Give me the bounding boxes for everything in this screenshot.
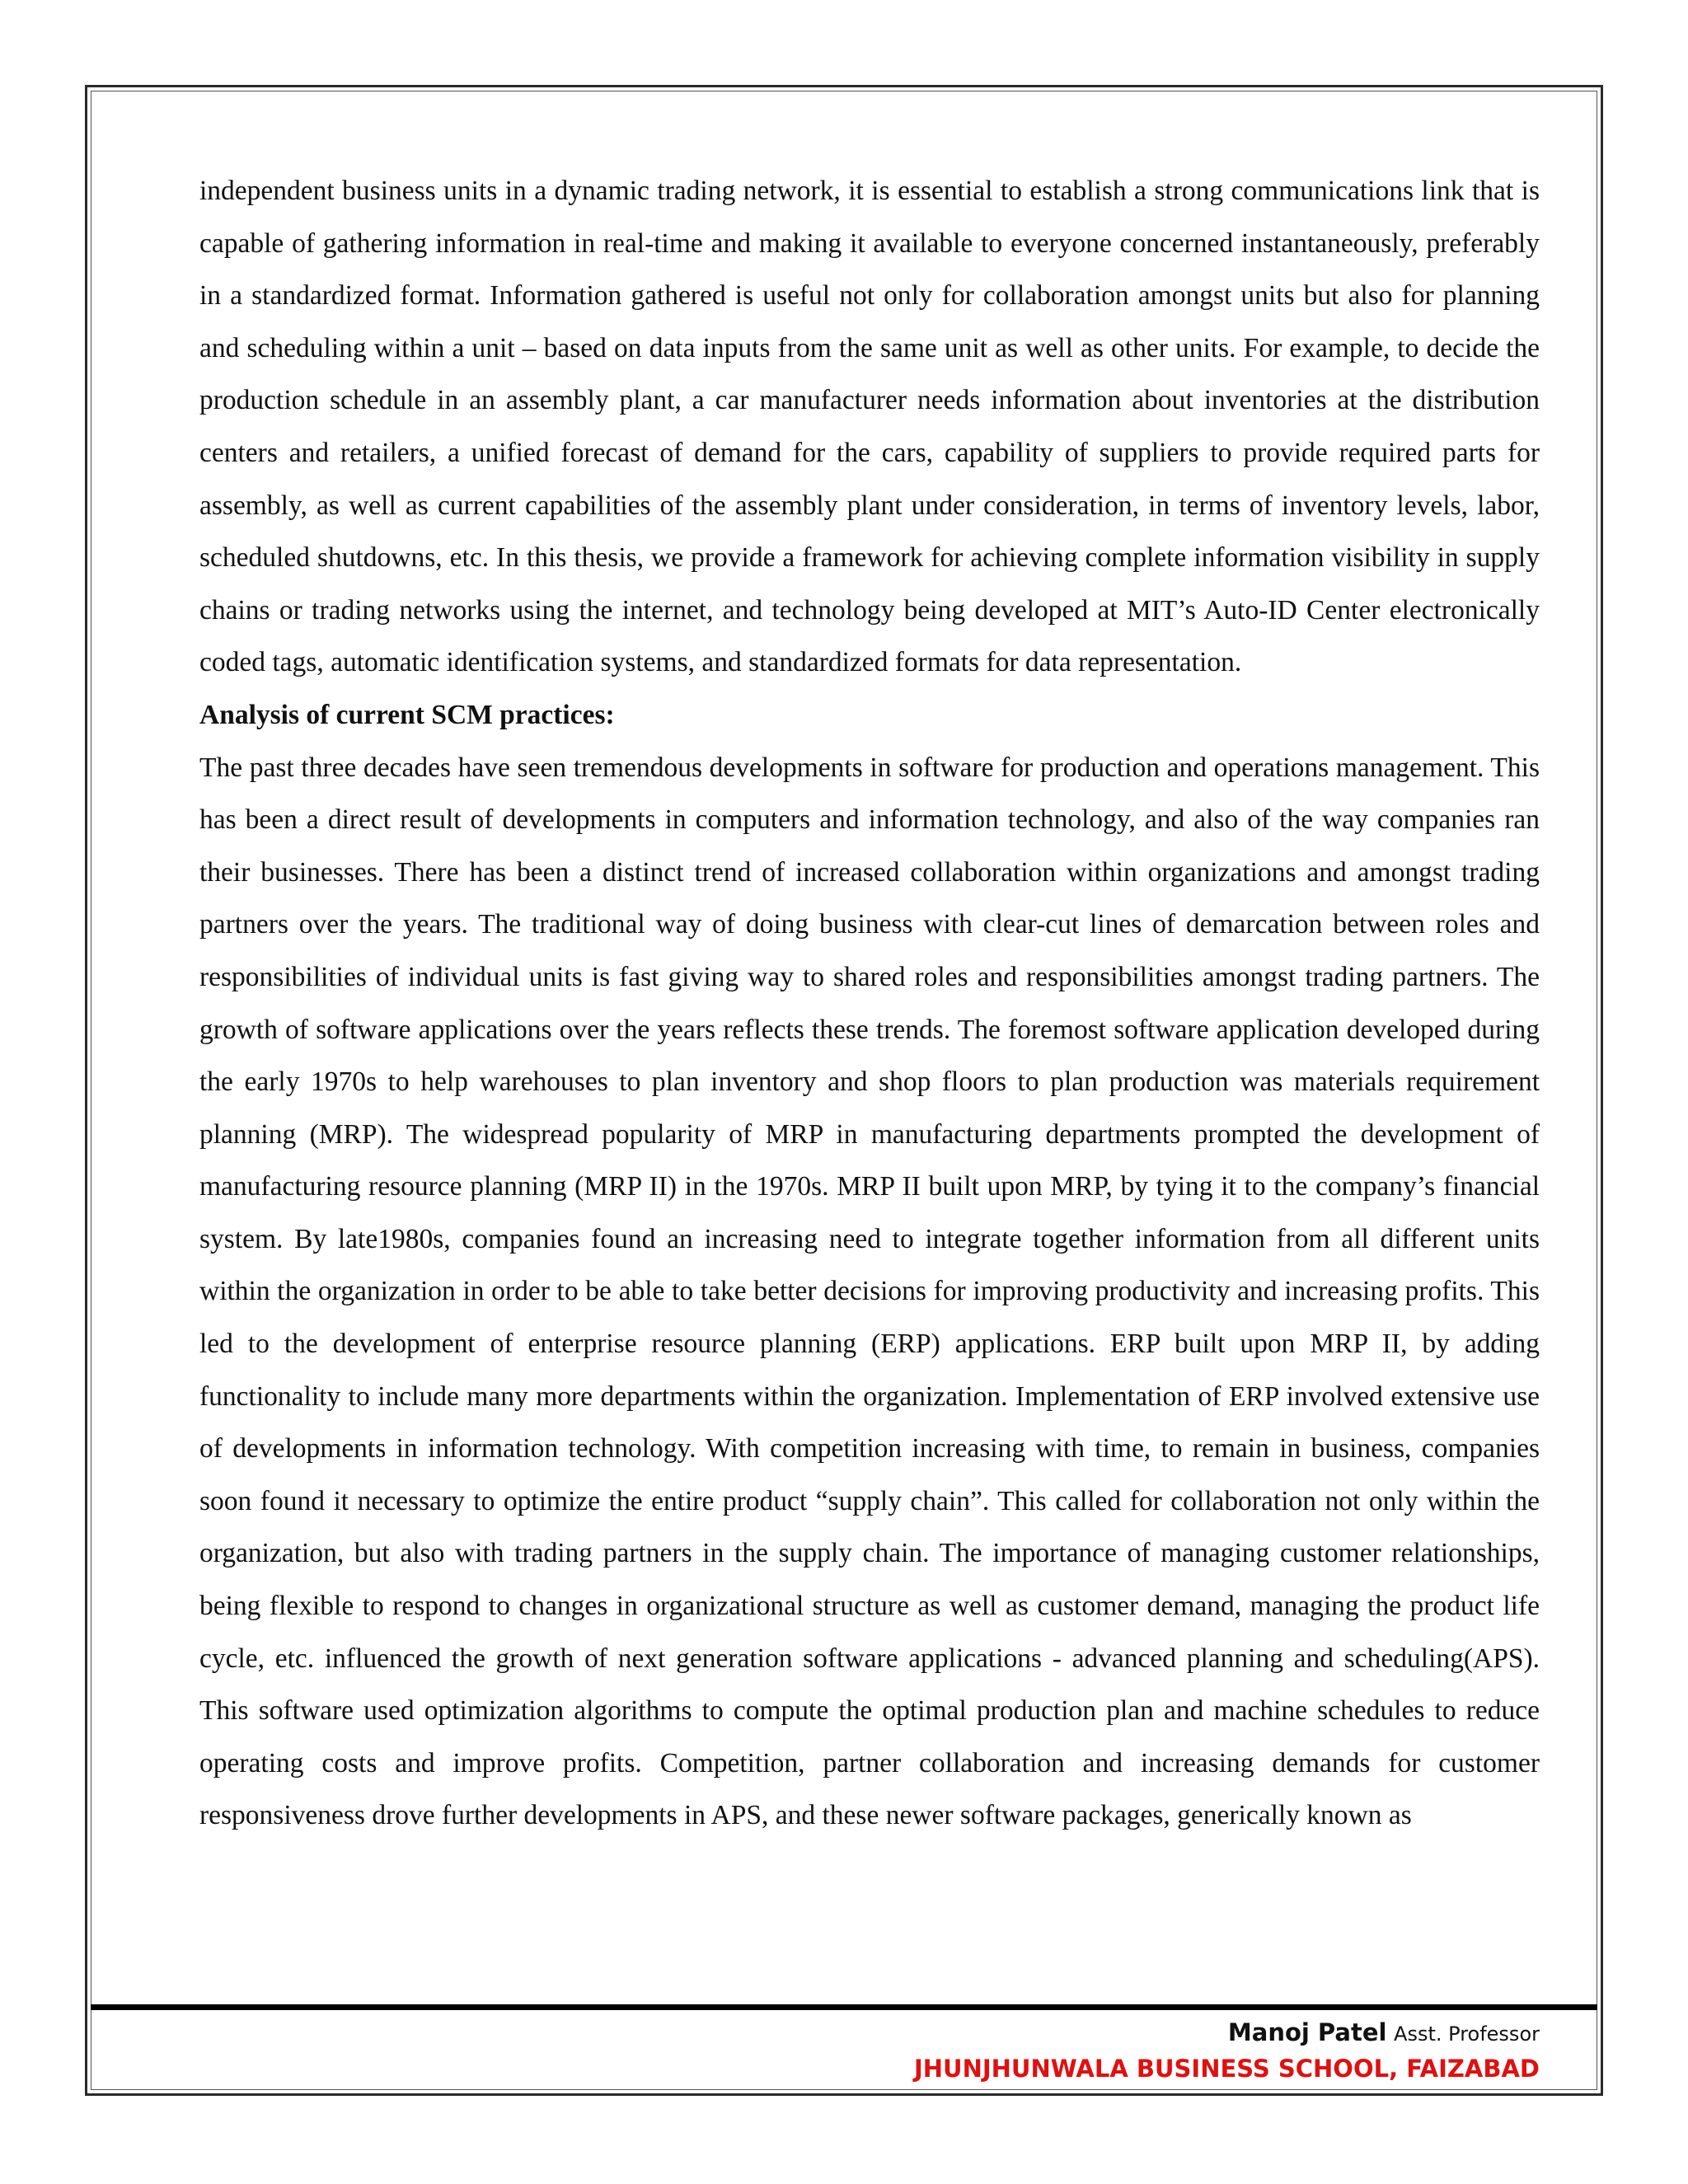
author-title: Asst. Professor	[1394, 2022, 1540, 2046]
paragraph-intro: independent business units in a dynamic trading network, it is essential to establish a strong communications link that is capable of gathering information in real-time and making it available to everyone concerned instantaneously, preferably in a standardized format. Information gathered is useful not only for collaboration amongst units but also for planning and scheduling within a unit – based on data inputs from the same unit as well as other units. For example, to decide the production schedule in an assembly plant, a car manufacturer needs information about inventories at the distribution centers and retailers, a unified forecast of demand for the cars, capability of suppliers to provide required parts for assembly, as well as current capabilities of the assembly plant under consideration, in terms of inventory levels, labor, scheduled shutdowns, etc. In this thesis, we provide a framework for achieving complete information visibility in supply chains or trading networks using the internet, and technology being developed at MIT’s Auto-ID Center electronically coded tags, automatic identification systems, and standardized formats for data representation.	[199, 176, 1540, 678]
author-name: Manoj Patel	[1227, 2018, 1387, 2046]
page-footer	[914, 2016, 1540, 2087]
document-body	[199, 165, 1540, 1842]
footer-divider	[91, 2004, 1597, 2010]
author-line	[914, 2016, 1540, 2050]
school-name: JHUNJHUNWALA BUSINESS SCHOOL, FAIZABAD	[913, 2055, 1540, 2083]
section-heading: Analysis of current SCM practices:	[199, 699, 615, 730]
paragraph-scm-history: The past three decades have seen tremendous developments in software for production and operations management. This has been a direct result of developments in computers and information technology, and also of the way companies ran their businesses. There has been a distinct trend of increased collaboration within organizations and amongst trading partners over the years. The traditional way of doing business with clear-cut lines of demarcation between roles and responsibilities of individual units is fast giving way to shared roles and responsibilities amongst trading partners. The growth of software applications over the years reflects these trends. The foremost software application developed during the early 1970s to help warehouses to plan inventory and shop floors to plan production was materials requirement planning (MRP). The widespread popularity of MRP in manufacturing departments prompted the development of manufacturing resource planning (MRP II) in the 1970s. MRP II built upon MRP, by tying it to the company’s financial system. By late1980s, companies found an increasing need to integrate together information from all different units within the organization in order to be able to take better decisions for improving productivity and increasing profits. This led to the development of enterprise resource planning (ERP) applications. ERP built upon MRP II, by adding functionality to include many more departments within the organization. Implementation of ERP involved extensive use of developments in information technology. With competition increasing with time, to remain in business, companies soon found it necessary to optimize the entire product “supply chain”. This called for collaboration not only within the organization, but also with trading partners in the supply chain. The importance of managing customer relationships, being flexible to respond to changes in organizational structure as well as customer demand, managing the product life cycle, etc. influenced the growth of next generation software applications - advanced planning and scheduling(APS). This software used optimization algorithms to compute the optimal production plan and machine schedules to reduce operating costs and improve profits. Competition, partner collaboration and increasing demands for customer responsiveness drove further developments in APS, and these newer software packages, generically known as	[199, 752, 1540, 1831]
